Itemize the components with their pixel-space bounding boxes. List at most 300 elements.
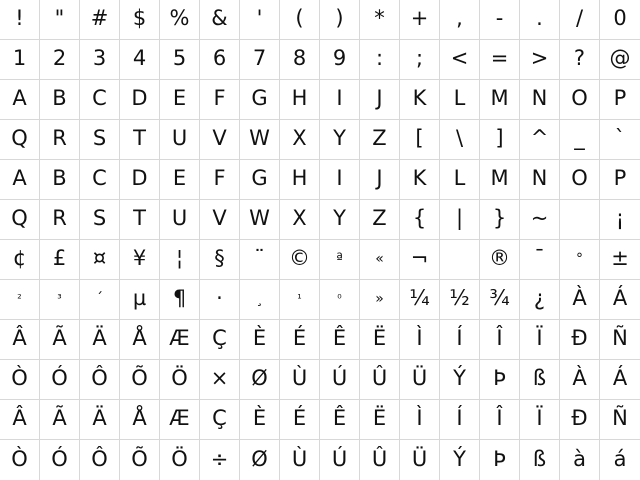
glyph-cell[interactable] — [600, 200, 640, 240]
glyph-cell[interactable] — [40, 120, 80, 160]
glyph-character: 3 — [92, 46, 107, 70]
glyph-cell[interactable] — [200, 0, 240, 40]
glyph-character: É — [292, 326, 307, 350]
glyph-cell[interactable] — [200, 440, 240, 480]
glyph-cell[interactable] — [520, 280, 560, 320]
glyph-cell[interactable] — [240, 80, 280, 120]
glyph-cell[interactable] — [560, 160, 600, 200]
glyph-character: . — [536, 6, 543, 30]
glyph-character: Ñ — [612, 326, 628, 350]
glyph-cell[interactable] — [480, 240, 520, 280]
glyph-cell[interactable] — [600, 80, 640, 120]
glyph-character: Ó — [51, 366, 68, 390]
glyph-character: B — [52, 166, 67, 190]
glyph-character: E — [172, 166, 187, 190]
glyph-cell[interactable] — [480, 120, 520, 160]
glyph-cell[interactable] — [400, 80, 440, 120]
glyph-cell[interactable] — [0, 400, 40, 440]
glyph-character: © — [289, 246, 310, 270]
glyph-cell[interactable] — [120, 120, 160, 160]
glyph-cell[interactable] — [560, 200, 600, 240]
glyph-character: × — [210, 366, 229, 390]
glyph-cell[interactable] — [40, 80, 80, 120]
glyph-cell[interactable] — [80, 400, 120, 440]
glyph-cell[interactable] — [600, 40, 640, 80]
glyph-cell[interactable] — [40, 200, 80, 240]
glyph-character: Æ — [169, 326, 190, 350]
glyph-cell[interactable] — [200, 280, 240, 320]
glyph-cell[interactable] — [480, 160, 520, 200]
glyph-character: I — [336, 86, 343, 110]
glyph-cell[interactable] — [80, 320, 120, 360]
glyph-character: ¥ — [132, 246, 147, 270]
glyph-cell[interactable] — [0, 320, 40, 360]
glyph-character: C — [92, 166, 107, 190]
glyph-cell[interactable] — [120, 200, 160, 240]
glyph-cell[interactable] — [520, 360, 560, 400]
glyph-character: 0 — [613, 6, 627, 30]
glyph-cell[interactable] — [280, 440, 320, 480]
glyph-cell[interactable] — [440, 200, 480, 240]
glyph-cell[interactable] — [0, 360, 40, 400]
glyph-character: S — [92, 126, 107, 150]
glyph-character: Õ — [131, 366, 148, 390]
glyph-cell[interactable] — [0, 0, 40, 40]
glyph-character: À — [572, 286, 587, 310]
glyph-cell[interactable] — [520, 240, 560, 280]
glyph-character: ^ — [530, 126, 549, 150]
glyph-character: ~ — [530, 206, 549, 230]
glyph-cell[interactable] — [280, 200, 320, 240]
glyph-character: D — [131, 166, 148, 190]
glyph-character: ¡ — [615, 206, 625, 230]
glyph-cell[interactable] — [280, 0, 320, 40]
glyph-cell[interactable] — [80, 440, 120, 480]
glyph-character: ß — [532, 446, 547, 471]
glyph-cell[interactable] — [160, 360, 200, 400]
glyph-cell[interactable] — [80, 80, 120, 120]
glyph-character: V — [212, 206, 227, 230]
glyph-cell[interactable] — [120, 440, 160, 480]
glyph-cell[interactable] — [240, 280, 280, 320]
glyph-cell[interactable] — [360, 240, 400, 280]
glyph-character: ¿ — [533, 286, 546, 310]
glyph-character: Ø — [251, 366, 268, 390]
glyph-character: ´ — [96, 290, 103, 307]
glyph-cell[interactable] — [520, 40, 560, 80]
glyph-cell[interactable] — [360, 360, 400, 400]
glyph-cell[interactable] — [560, 400, 600, 440]
glyph-cell[interactable] — [200, 360, 240, 400]
glyph-cell[interactable] — [400, 280, 440, 320]
glyph-cell[interactable] — [440, 440, 480, 480]
glyph-cell[interactable] — [320, 360, 360, 400]
glyph-cell[interactable] — [320, 160, 360, 200]
glyph-cell[interactable] — [280, 80, 320, 120]
glyph-cell[interactable] — [400, 400, 440, 440]
glyph-cell[interactable] — [400, 40, 440, 80]
glyph-cell[interactable] — [360, 400, 400, 440]
glyph-cell[interactable] — [480, 400, 520, 440]
glyph-cell[interactable] — [320, 440, 360, 480]
glyph-cell[interactable] — [360, 160, 400, 200]
glyph-cell[interactable] — [600, 0, 640, 40]
glyph-character: C — [92, 86, 107, 110]
glyph-character: G — [251, 166, 268, 190]
glyph-cell[interactable] — [200, 80, 240, 120]
glyph-cell[interactable] — [40, 160, 80, 200]
glyph-character: & — [211, 6, 228, 30]
glyph-cell[interactable] — [400, 320, 440, 360]
glyph-cell[interactable] — [280, 120, 320, 160]
glyph-cell[interactable] — [600, 360, 640, 400]
glyph-character: µ — [132, 286, 147, 310]
glyph-cell[interactable] — [560, 40, 600, 80]
glyph-cell[interactable] — [80, 0, 120, 40]
glyph-cell[interactable] — [360, 80, 400, 120]
glyph-cell[interactable] — [200, 240, 240, 280]
glyph-character: W — [249, 126, 270, 150]
glyph-character: · — [216, 286, 223, 310]
glyph-cell[interactable] — [40, 400, 80, 440]
glyph-cell[interactable] — [80, 120, 120, 160]
glyph-cell[interactable] — [480, 320, 520, 360]
glyph-character: ® — [489, 246, 510, 270]
glyph-cell[interactable] — [440, 280, 480, 320]
glyph-cell[interactable] — [240, 440, 280, 480]
glyph-character: | — [455, 206, 464, 230]
glyph-character: 2 — [52, 46, 67, 70]
glyph-cell[interactable] — [440, 80, 480, 120]
glyph-cell[interactable] — [280, 40, 320, 80]
glyph-cell[interactable] — [360, 0, 400, 40]
glyph-cell[interactable] — [160, 320, 200, 360]
glyph-cell[interactable] — [520, 440, 560, 480]
glyph-character: S — [92, 206, 107, 230]
glyph-cell[interactable] — [80, 280, 120, 320]
glyph-cell[interactable] — [200, 320, 240, 360]
glyph-cell[interactable] — [0, 80, 40, 120]
glyph-cell[interactable] — [440, 40, 480, 80]
glyph-character: Ú — [331, 446, 348, 471]
glyph-cell[interactable] — [280, 360, 320, 400]
glyph-cell[interactable] — [360, 120, 400, 160]
glyph-cell[interactable] — [200, 160, 240, 200]
glyph-cell[interactable] — [440, 120, 480, 160]
glyph-cell[interactable] — [240, 160, 280, 200]
glyph-character: ⁰ — [337, 292, 342, 305]
glyph-character: Ä — [92, 406, 107, 430]
glyph-character: B — [52, 86, 67, 110]
glyph-character: N — [531, 86, 548, 110]
glyph-cell[interactable] — [40, 240, 80, 280]
glyph-cell[interactable] — [320, 40, 360, 80]
glyph-character — [456, 248, 464, 269]
glyph-cell[interactable] — [440, 320, 480, 360]
glyph-cell[interactable] — [560, 280, 600, 320]
glyph-cell[interactable] — [240, 120, 280, 160]
glyph-character: Ú — [331, 366, 348, 390]
glyph-cell[interactable] — [320, 120, 360, 160]
glyph-cell[interactable] — [600, 280, 640, 320]
glyph-character: Û — [371, 446, 388, 471]
glyph-cell[interactable] — [120, 0, 160, 40]
glyph-character: Ô — [91, 446, 108, 471]
glyph-character: ° — [576, 250, 583, 267]
glyph-cell[interactable] — [200, 120, 240, 160]
glyph-cell[interactable] — [400, 160, 440, 200]
glyph-character: Ð — [571, 326, 588, 350]
glyph-character: Î — [496, 406, 503, 430]
glyph-cell[interactable] — [240, 240, 280, 280]
glyph-cell[interactable] — [40, 40, 80, 80]
glyph-cell[interactable] — [0, 240, 40, 280]
glyph-cell[interactable] — [240, 0, 280, 40]
glyph-cell[interactable] — [240, 200, 280, 240]
glyph-character: » — [375, 290, 384, 307]
glyph-character: Ë — [372, 406, 387, 430]
glyph-cell[interactable] — [160, 400, 200, 440]
glyph-character: } — [492, 206, 507, 230]
glyph-character: ¯ — [534, 246, 545, 270]
glyph-cell[interactable] — [400, 240, 440, 280]
glyph-cell[interactable] — [400, 200, 440, 240]
glyph-character: Æ — [169, 406, 190, 430]
glyph-cell[interactable] — [480, 280, 520, 320]
glyph-cell[interactable] — [120, 400, 160, 440]
glyph-character: ¤ — [92, 246, 107, 270]
glyph-cell[interactable] — [160, 160, 200, 200]
glyph-cell[interactable] — [40, 0, 80, 40]
glyph-character: Z — [372, 126, 387, 150]
glyph-character: " — [54, 6, 65, 30]
glyph-cell[interactable] — [600, 240, 640, 280]
glyph-cell[interactable] — [480, 440, 520, 480]
glyph-cell[interactable] — [280, 240, 320, 280]
glyph-cell[interactable] — [320, 320, 360, 360]
glyph-cell[interactable] — [360, 320, 400, 360]
glyph-cell[interactable] — [400, 0, 440, 40]
glyph-cell[interactable] — [160, 120, 200, 160]
glyph-character: : — [375, 46, 384, 70]
glyph-cell[interactable] — [600, 400, 640, 440]
glyph-cell[interactable] — [80, 200, 120, 240]
glyph-character: 8 — [292, 46, 307, 70]
glyph-cell[interactable] — [560, 80, 600, 120]
glyph-cell[interactable] — [520, 400, 560, 440]
glyph-character: E — [172, 86, 187, 110]
glyph-character: ² — [17, 292, 22, 305]
glyph-cell[interactable] — [520, 320, 560, 360]
glyph-cell[interactable] — [320, 80, 360, 120]
glyph-cell[interactable] — [560, 0, 600, 40]
glyph-cell[interactable] — [560, 360, 600, 400]
glyph-cell[interactable] — [560, 240, 600, 280]
glyph-character: X — [292, 206, 307, 230]
glyph-character: Ï — [536, 326, 543, 350]
glyph-cell[interactable] — [520, 0, 560, 40]
glyph-character: - — [495, 6, 504, 30]
glyph-cell[interactable] — [440, 240, 480, 280]
glyph-cell[interactable] — [360, 440, 400, 480]
glyph-cell[interactable] — [0, 40, 40, 80]
glyph-character: _ — [574, 126, 585, 150]
glyph-cell[interactable] — [280, 400, 320, 440]
glyph-character: Â — [12, 326, 27, 350]
glyph-cell[interactable] — [160, 240, 200, 280]
glyph-cell[interactable] — [120, 280, 160, 320]
glyph-character: 7 — [252, 46, 267, 70]
glyph-cell[interactable] — [120, 240, 160, 280]
glyph-character: > — [530, 46, 549, 70]
glyph-character: à — [573, 446, 586, 471]
glyph-cell[interactable] — [360, 200, 400, 240]
glyph-cell[interactable] — [520, 160, 560, 200]
glyph-cell[interactable] — [160, 280, 200, 320]
glyph-cell[interactable] — [480, 200, 520, 240]
glyph-cell[interactable] — [120, 40, 160, 80]
glyph-character: ( — [295, 6, 304, 30]
glyph-character: O — [571, 166, 588, 190]
glyph-character: Q — [11, 126, 28, 150]
glyph-cell[interactable] — [160, 80, 200, 120]
glyph-character: Ô — [91, 366, 108, 390]
glyph-cell[interactable] — [0, 200, 40, 240]
glyph-cell[interactable] — [40, 440, 80, 480]
glyph-cell[interactable] — [320, 0, 360, 40]
glyph-character: / — [575, 6, 584, 30]
glyph-character: A — [12, 86, 27, 110]
glyph-cell[interactable] — [480, 0, 520, 40]
glyph-cell[interactable] — [40, 280, 80, 320]
glyph-character: Å — [132, 326, 147, 350]
glyph-cell[interactable] — [80, 360, 120, 400]
glyph-character: F — [213, 166, 226, 190]
glyph-cell[interactable] — [280, 160, 320, 200]
glyph-character: 4 — [132, 46, 147, 70]
glyph-cell[interactable] — [160, 440, 200, 480]
glyph-character: , — [456, 6, 463, 30]
glyph-character: ß — [532, 366, 547, 390]
glyph-cell[interactable] — [600, 440, 640, 480]
glyph-cell[interactable] — [80, 40, 120, 80]
glyph-cell[interactable] — [320, 280, 360, 320]
glyph-character: á — [613, 446, 627, 471]
glyph-character: A — [12, 166, 27, 190]
glyph-cell[interactable] — [480, 360, 520, 400]
glyph-cell[interactable] — [600, 120, 640, 160]
glyph-cell[interactable] — [200, 200, 240, 240]
glyph-cell[interactable] — [400, 120, 440, 160]
glyph-cell[interactable] — [160, 0, 200, 40]
glyph-character: Â — [12, 406, 27, 430]
glyph-cell[interactable] — [0, 160, 40, 200]
glyph-cell[interactable] — [440, 0, 480, 40]
glyph-cell[interactable] — [200, 400, 240, 440]
glyph-cell[interactable] — [240, 320, 280, 360]
glyph-character: Y — [333, 126, 346, 150]
glyph-cell[interactable] — [0, 440, 40, 480]
glyph-cell[interactable] — [40, 360, 80, 400]
glyph-cell[interactable] — [360, 40, 400, 80]
glyph-character: Î — [496, 326, 503, 350]
glyph-character: Z — [372, 206, 387, 230]
glyph-character: = — [490, 46, 509, 70]
glyph-cell[interactable] — [320, 200, 360, 240]
glyph-cell[interactable] — [240, 360, 280, 400]
glyph-cell[interactable] — [320, 240, 360, 280]
glyph-cell[interactable] — [200, 40, 240, 80]
glyph-cell[interactable] — [600, 160, 640, 200]
glyph-cell[interactable] — [400, 440, 440, 480]
glyph-cell[interactable] — [160, 40, 200, 80]
glyph-character: R — [52, 206, 67, 230]
glyph-cell[interactable] — [560, 320, 600, 360]
glyph-cell[interactable] — [240, 400, 280, 440]
glyph-cell[interactable] — [480, 80, 520, 120]
glyph-cell[interactable] — [560, 120, 600, 160]
glyph-cell[interactable] — [80, 160, 120, 200]
glyph-cell[interactable] — [360, 280, 400, 320]
glyph-character: Ã — [52, 406, 67, 430]
glyph-character: Ì — [416, 406, 423, 430]
glyph-cell[interactable] — [0, 280, 40, 320]
glyph-character: Ø — [251, 446, 268, 471]
glyph-cell[interactable] — [480, 40, 520, 80]
glyph-cell[interactable] — [120, 320, 160, 360]
glyph-cell[interactable] — [120, 80, 160, 120]
glyph-character: Ö — [171, 446, 188, 471]
glyph-character: ¬ — [410, 246, 429, 270]
glyph-cell[interactable] — [280, 320, 320, 360]
glyph-cell[interactable] — [520, 120, 560, 160]
glyph-cell[interactable] — [40, 320, 80, 360]
glyph-character: # — [90, 6, 109, 30]
glyph-character: I — [336, 166, 343, 190]
glyph-cell[interactable] — [440, 400, 480, 440]
glyph-character: ª — [336, 250, 343, 267]
glyph-character: K — [412, 86, 427, 110]
glyph-cell[interactable] — [120, 160, 160, 200]
glyph-cell[interactable] — [560, 440, 600, 480]
glyph-character: Ã — [52, 326, 67, 350]
glyph-character: Í — [456, 406, 463, 430]
glyph-character: È — [252, 406, 267, 430]
glyph-cell[interactable] — [280, 280, 320, 320]
glyph-cell[interactable] — [440, 360, 480, 400]
glyph-character: Ç — [212, 406, 227, 430]
glyph-cell[interactable] — [600, 320, 640, 360]
glyph-character: Ñ — [612, 406, 628, 430]
glyph-cell[interactable] — [400, 360, 440, 400]
glyph-cell[interactable] — [0, 120, 40, 160]
glyph-cell[interactable] — [160, 200, 200, 240]
glyph-cell[interactable] — [520, 80, 560, 120]
glyph-cell[interactable] — [120, 360, 160, 400]
glyph-character: P — [613, 86, 627, 110]
glyph-cell[interactable] — [520, 200, 560, 240]
glyph-character: @ — [609, 46, 631, 70]
glyph-cell[interactable] — [320, 400, 360, 440]
glyph-character: W — [249, 206, 270, 230]
glyph-character: O — [571, 86, 588, 110]
glyph-character: D — [131, 86, 148, 110]
glyph-character: ³ — [57, 292, 62, 305]
glyph-cell[interactable] — [80, 240, 120, 280]
glyph-cell[interactable] — [440, 160, 480, 200]
glyph-character: T — [133, 206, 146, 230]
glyph-cell[interactable] — [240, 40, 280, 80]
